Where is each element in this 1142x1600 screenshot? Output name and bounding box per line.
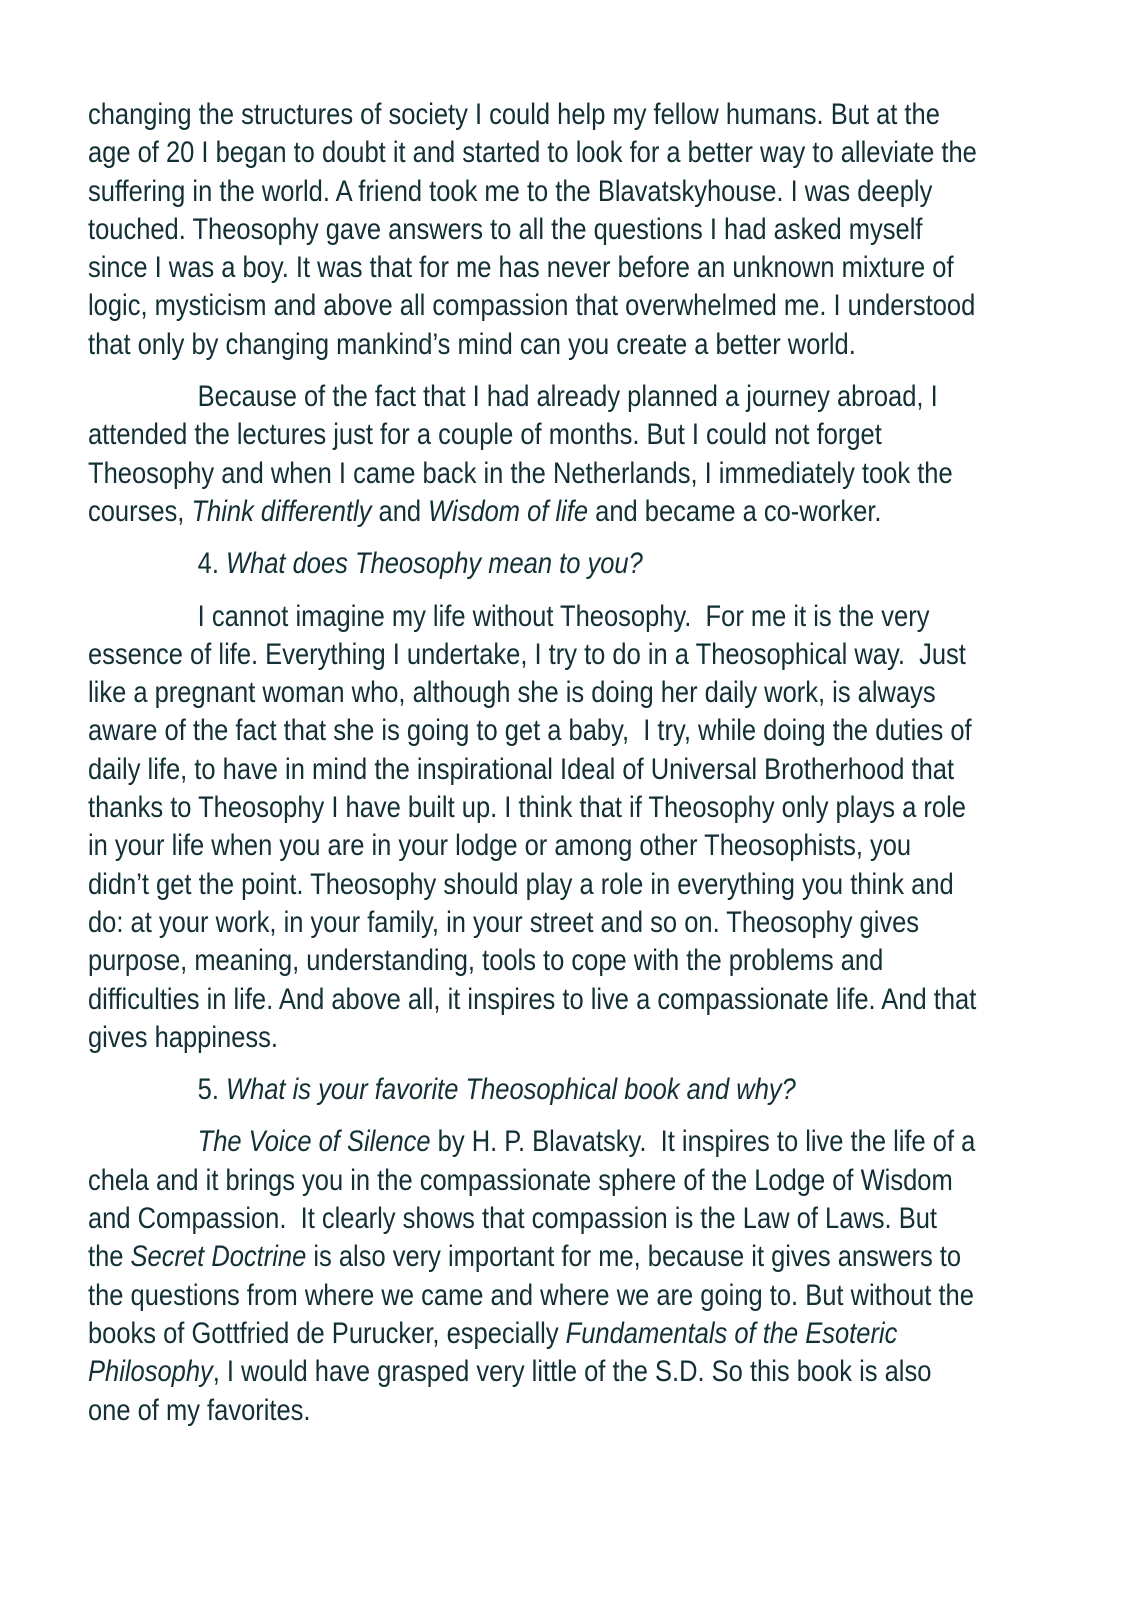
text-segment: like a pregnant woman who, although she is doing her daily work, is always	[88, 676, 936, 710]
text-segment: is also very important for me, because it gives answers to	[306, 1240, 962, 1274]
text-segment: the	[88, 1240, 131, 1274]
text-line	[88, 1123, 1142, 1161]
text-line	[88, 378, 1142, 416]
paragraph	[88, 378, 1142, 531]
text-segment: gives happiness.	[88, 1020, 278, 1054]
text-segment: I cannot imagine my life without Theosophy. For me it is the very	[197, 599, 930, 633]
text-line	[88, 1277, 1142, 1315]
question-heading	[88, 1071, 1142, 1109]
text-line	[88, 455, 1142, 493]
text-segment: attended the lectures just for a couple of months. But I could not forget	[88, 418, 882, 452]
text-segment: essence of life. Everything I undertake, I try to do in a Theosophical way. Just	[88, 637, 966, 671]
paragraph	[88, 1123, 1142, 1429]
text-segment: didn’t get the point. Theosophy should play a role in everything you think and	[88, 867, 954, 901]
text-segment: do: at your work, in your family, in your street and so on. Theosophy gives	[88, 905, 920, 939]
text-segment: and	[371, 494, 429, 528]
text-segment: 4.	[197, 547, 227, 581]
text-line	[88, 789, 1142, 827]
text-segment: books of Gottfried de Purucker, especially	[88, 1316, 566, 1350]
text-line	[88, 1392, 1142, 1430]
text-line	[88, 1019, 1142, 1057]
text-line	[88, 866, 1142, 904]
text-line	[88, 904, 1142, 942]
text-line	[88, 712, 1142, 750]
text-segment: purpose, meaning, understanding, tools to cope with the problems and	[88, 944, 884, 978]
text-segment: thanks to Theosophy I have built up. I think that if Theosophy only plays a role	[88, 791, 966, 825]
text-line	[88, 1315, 1142, 1353]
text-line	[88, 326, 1142, 364]
text-segment: 5.	[197, 1073, 227, 1107]
text-segment: age of 20 I began to doubt it and started to look for a better way to alleviate the	[88, 136, 977, 170]
italic-text-segment: Wisdom of life	[428, 494, 589, 528]
text-line	[88, 674, 1142, 712]
text-segment: aware of the fact that she is going to get a baby, I try, while doing the duties of	[88, 714, 972, 748]
text-line	[88, 598, 1142, 636]
text-segment: touched. Theosophy gave answers to all the questions I had asked myself	[88, 212, 923, 246]
question-heading	[88, 545, 1142, 583]
text-segment: Theosophy and when I came back in the Netherlands, I immediately took the	[88, 456, 953, 490]
text-line	[88, 1071, 1142, 1109]
paragraph	[88, 598, 1142, 1058]
text-segment: logic, mysticism and above all compassion that overwhelmed me. I understood	[88, 289, 976, 323]
text-line	[88, 1238, 1142, 1276]
text-line	[88, 1353, 1142, 1391]
text-segment: and became a co-worker.	[588, 494, 882, 528]
paragraph	[88, 96, 1142, 364]
text-line	[88, 134, 1142, 172]
text-segment: courses,	[88, 494, 192, 528]
text-segment: and Compassion. It clearly shows that compassion is the Law of Laws. But	[88, 1202, 938, 1236]
text-line	[88, 173, 1142, 211]
text-line	[88, 287, 1142, 325]
italic-text-segment: Think differently	[191, 494, 372, 528]
text-line	[88, 981, 1142, 1019]
text-segment: , I would have grasped very little of the S.D. So this book is also	[212, 1355, 932, 1389]
text-line	[88, 96, 1142, 134]
text-segment: that only by changing mankind’s mind can you create a better world.	[88, 327, 856, 361]
italic-text-segment: Philosophy	[88, 1355, 213, 1389]
text-segment: suffering in the world. A friend took me to the Blavatskyhouse. I was deeply	[88, 174, 933, 208]
italic-text-segment: What is your favorite Theosophical book and why?	[226, 1073, 796, 1107]
text-segment: daily life, to have in mind the inspirational Ideal of Universal Brotherhood that	[88, 752, 955, 786]
text-line	[88, 416, 1142, 454]
text-segment: by H. P. Blavatsky. It inspires to live the life of a	[430, 1125, 976, 1159]
text-line	[88, 211, 1142, 249]
italic-text-segment: Secret Doctrine	[130, 1240, 307, 1274]
text-line	[88, 249, 1142, 287]
text-segment: changing the structures of society I could help my fellow humans. But at the	[88, 98, 940, 131]
text-line	[88, 942, 1142, 980]
text-segment: difficulties in life. And above all, it inspires to live a compassionate life. And that	[88, 982, 977, 1016]
text-segment: chela and it brings you in the compassionate sphere of the Lodge of Wisdom	[88, 1163, 953, 1197]
text-segment: Because of the fact that I had already planned a journey abroad, I	[197, 380, 938, 414]
italic-text-segment: The Voice of Silence	[197, 1125, 431, 1159]
text-line	[88, 493, 1142, 531]
document-text	[88, 96, 1142, 1430]
text-line	[88, 751, 1142, 789]
text-segment: in your life when you are in your lodge or among other Theosophists, you	[88, 829, 912, 863]
text-segment: the questions from where we came and where we are going to. But without the	[88, 1278, 974, 1312]
italic-text-segment: What does Theosophy mean to you?	[226, 547, 643, 581]
text-line	[88, 636, 1142, 674]
text-line	[88, 1162, 1142, 1200]
text-line	[88, 1200, 1142, 1238]
text-segment: since I was a boy. It was that for me has never before an unknown mixture of	[88, 251, 954, 285]
text-segment: one of my favorites.	[88, 1393, 311, 1427]
text-line	[88, 545, 1142, 583]
text-line	[88, 827, 1142, 865]
italic-text-segment: Fundamentals of the Esoteric	[565, 1316, 898, 1350]
